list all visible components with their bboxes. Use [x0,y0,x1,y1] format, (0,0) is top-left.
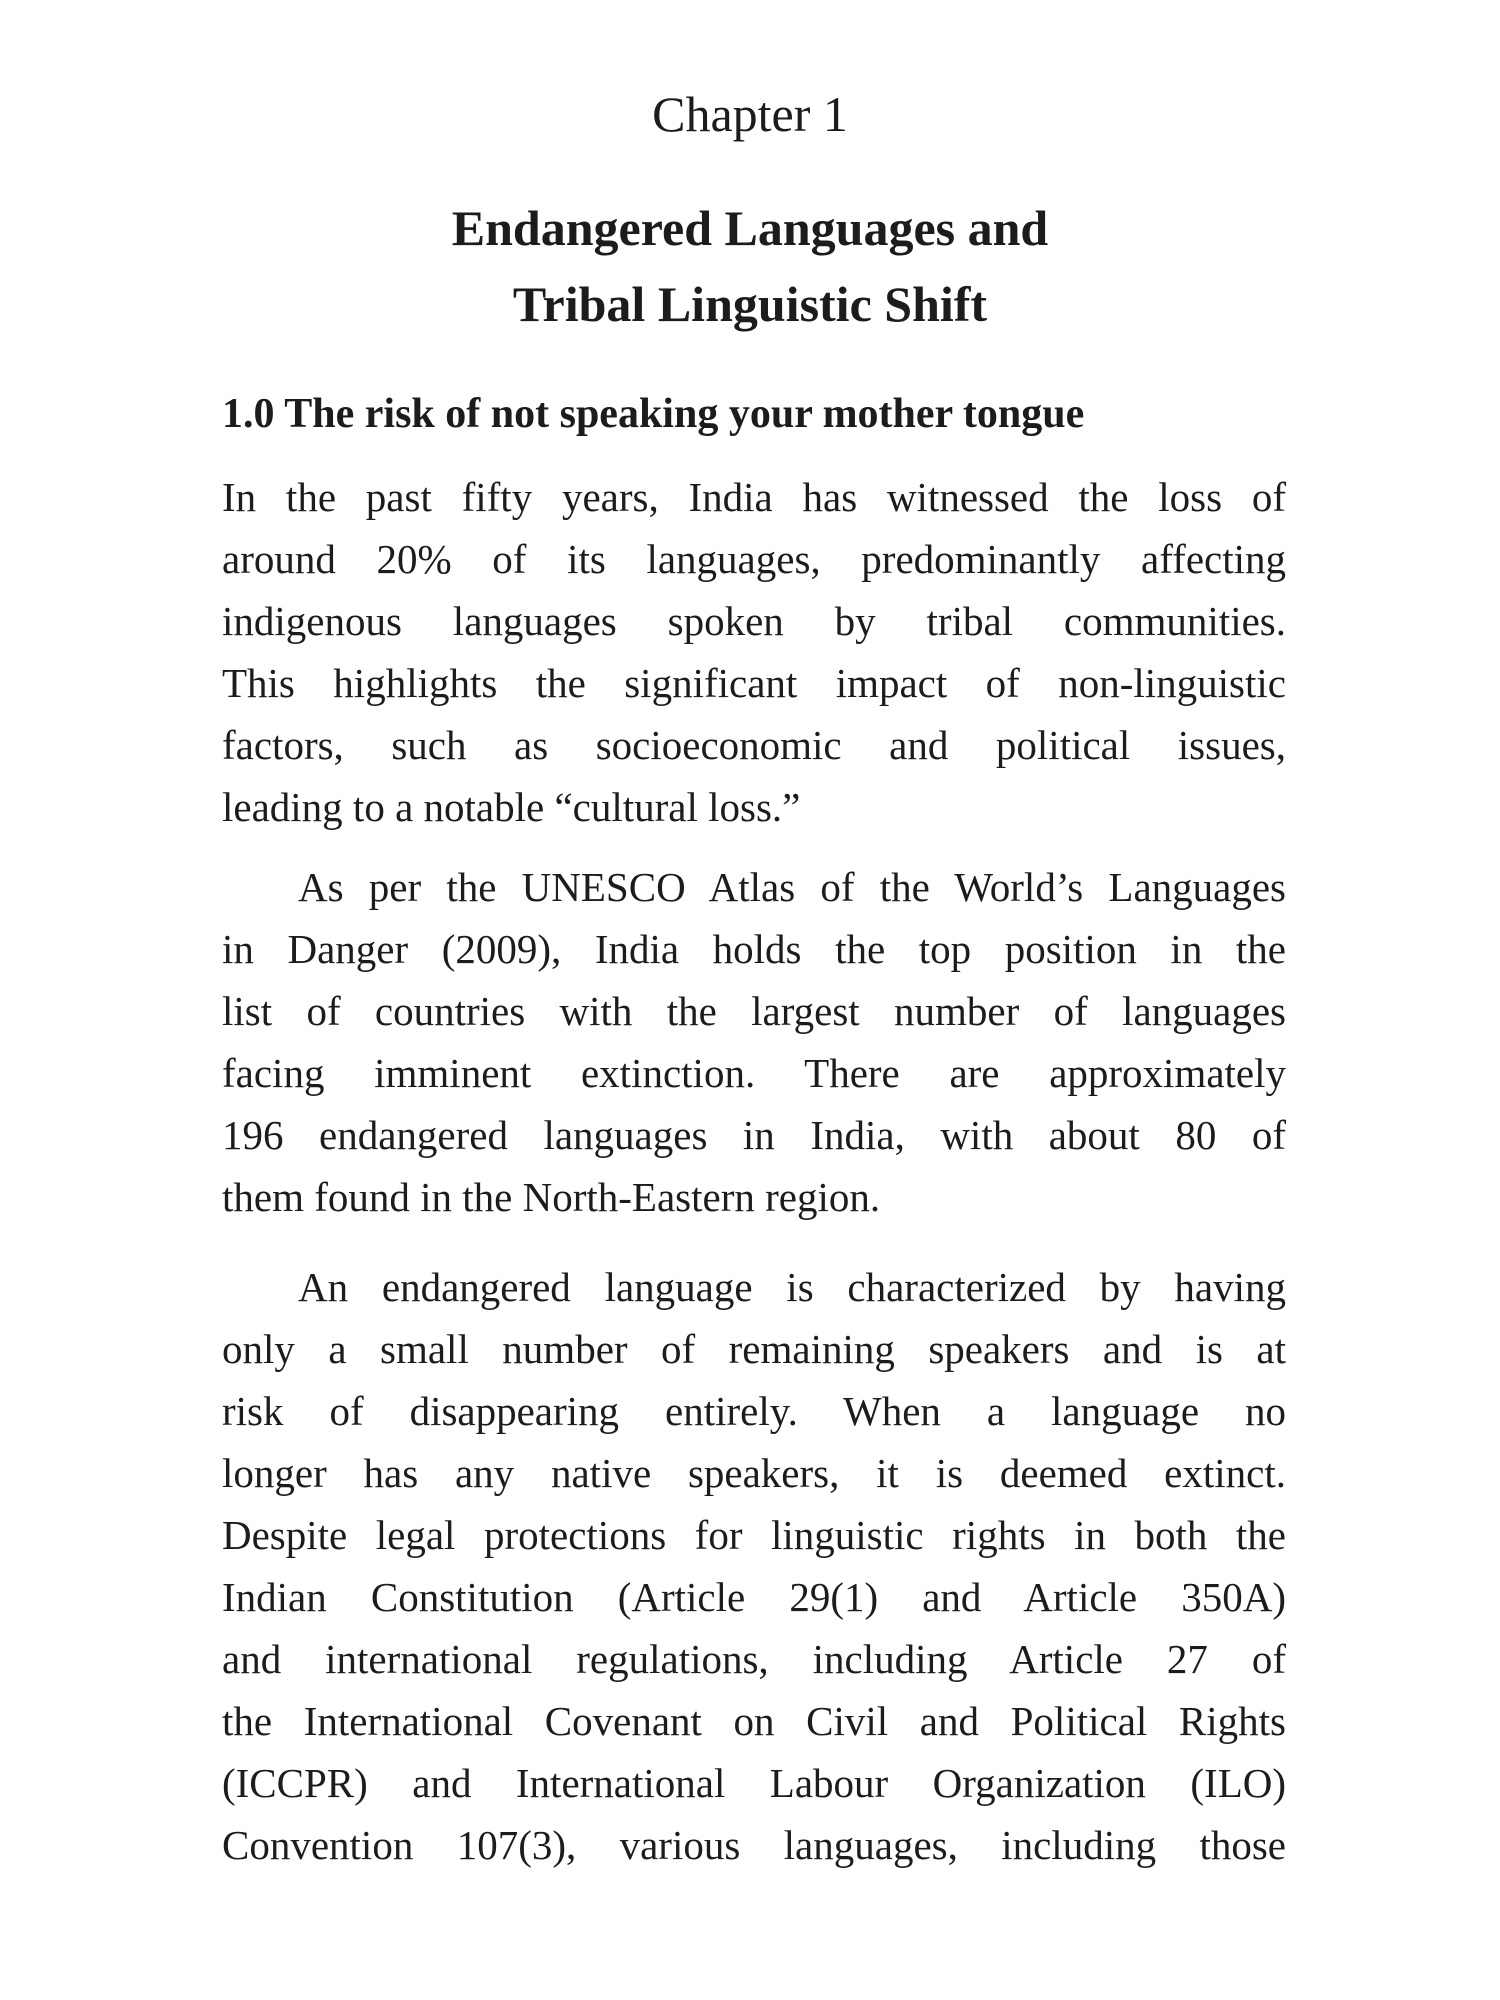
paragraph-line: the International Covenant on Civil and Political Rights [222,1698,1286,1744]
paragraph-line: (ICCPR) and International Labour Organization (ILO) [222,1760,1286,1806]
paragraph-line: longer has any native speakers, it is deemed extinct. [222,1450,1286,1496]
paragraph-line: facing imminent extinction. There are approximately [222,1050,1286,1096]
paragraph-line: risk of disappearing entirely. When a language no [222,1388,1286,1434]
paragraph-line: 196 endangered languages in India, with about 80 of [222,1112,1286,1158]
paragraph-line: Despite legal protections for linguistic rights in both the [222,1512,1286,1558]
chapter-title-line: Tribal Linguistic Shift [512,276,988,332]
paragraph-line: Indian Constitution (Article 29(1) and Article 350A) [222,1574,1286,1620]
chapter-title [0,190,1500,342]
chapter-label: Chapter 1 [652,86,848,142]
paragraph [222,466,1286,838]
paragraph-line: only a small number of remaining speakers and is at [222,1326,1286,1372]
paragraph-line: list of countries with the largest number of languages [222,988,1286,1034]
paragraph [222,1256,1286,1876]
paragraph-line: An endangered language is characterized by having [298,1264,1286,1310]
paragraph-line: factors, such as socioeconomic and political issues, [222,722,1286,768]
section-heading: 1.0 The risk of not speaking your mother tongue [222,391,1085,437]
paragraph-line: them found in the North-Eastern region. [222,1174,881,1220]
paragraph-line: indigenous languages spoken by tribal communities. [222,598,1286,644]
paragraph-line: leading to a notable “cultural loss.” [222,784,801,830]
chapter-title-line: Endangered Languages and [451,200,1049,256]
paragraph-line: This highlights the significant impact of non-linguistic [222,660,1286,706]
paragraph-line: In the past fifty years, India has witnessed the loss of [222,474,1286,520]
paragraph-line: Convention 107(3), various languages, including those [222,1822,1286,1868]
paragraph [222,856,1286,1228]
paragraph-line: and international regulations, including Article 27 of [222,1636,1286,1682]
paragraph-line: As per the UNESCO Atlas of the World’s Languages [298,864,1286,910]
paragraph-line: in Danger (2009), India holds the top position in the [222,926,1286,972]
paragraph-line: around 20% of its languages, predominantly affecting [222,536,1286,582]
